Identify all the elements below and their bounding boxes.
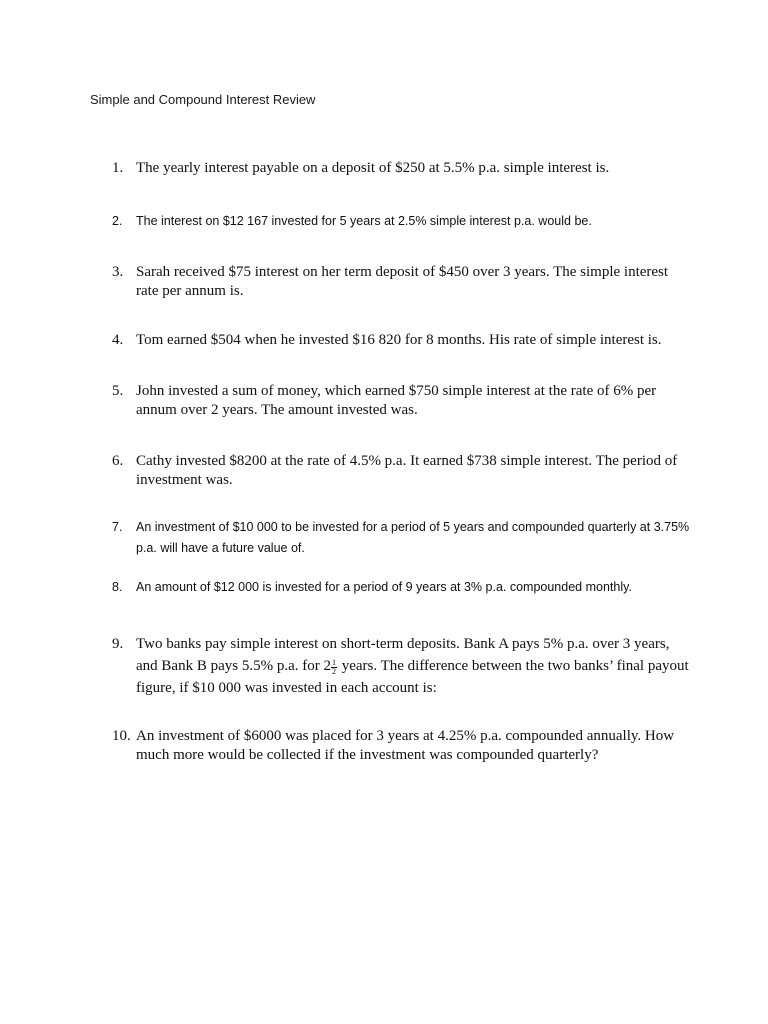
question-text: An investment of $10 000 to be invested for a period of 5 years and compounded quarterly at 3.75% p.a. will have a future value of.	[136, 520, 690, 555]
question-text	[136, 633, 692, 699]
question-6	[112, 452, 692, 490]
question-number: 1.	[112, 160, 124, 176]
document-title: Simple and Compound Interest Review	[90, 92, 316, 107]
question-text: An investment of $6000 was placed for 3 years at 4.25% p.a. compounded annually. How much more would be collected if the investment was compounded quarterly?	[136, 728, 675, 763]
question-number: 7.	[112, 520, 123, 534]
question-text-part: Two banks pay simple interest on short-term deposits. Bank A pays 5% p.a. over 3 years, and Bank B pays 5.5% p.a. for 2	[136, 636, 670, 674]
question-text: Cathy invested $8200 at the rate of 4.5% p.a. It earned $738 simple interest. The period of investment was.	[136, 453, 678, 488]
question-9	[112, 633, 692, 699]
question-text: The yearly interest payable on a deposit of $250 at 5.5% p.a. simple interest is.	[136, 160, 610, 176]
mixed-fraction	[331, 659, 337, 676]
question-number: 4.	[112, 332, 124, 348]
question-8	[112, 577, 692, 598]
question-number: 3.	[112, 264, 124, 280]
question-5	[112, 382, 692, 420]
fraction-numerator: 1	[331, 657, 336, 667]
question-number: 2.	[112, 214, 123, 228]
question-3	[112, 263, 692, 301]
question-4	[112, 331, 692, 350]
question-1	[112, 159, 692, 178]
question-number: 5.	[112, 383, 124, 399]
question-10	[112, 727, 692, 765]
question-text: Tom earned $504 when he invested $16 820 for 8 months. His rate of simple interest is.	[136, 332, 662, 348]
question-text-part: years. The difference between the two banks’ final payout figure, if $10 000 was invested in each account is:	[136, 658, 689, 696]
question-text: John invested a sum of money, which earned $750 simple interest at the rate of 6% per annum over 2 years. The amount invested was.	[136, 383, 657, 418]
question-7	[112, 517, 692, 559]
fraction-denominator: 2	[331, 666, 336, 676]
question-number: 8.	[112, 580, 123, 594]
question-number: 10.	[112, 728, 131, 744]
question-text: The interest on $12 167 invested for 5 years at 2.5% simple interest p.a. would be.	[136, 214, 592, 228]
question-number: 6.	[112, 453, 124, 469]
question-text: Sarah received $75 interest on her term deposit of $450 over 3 years. The simple interest rate per annum is.	[136, 264, 669, 299]
question-2	[112, 211, 692, 232]
question-number: 9.	[112, 636, 124, 652]
question-text: An amount of $12 000 is invested for a period of 9 years at 3% p.a. compounded monthly.	[136, 580, 632, 594]
